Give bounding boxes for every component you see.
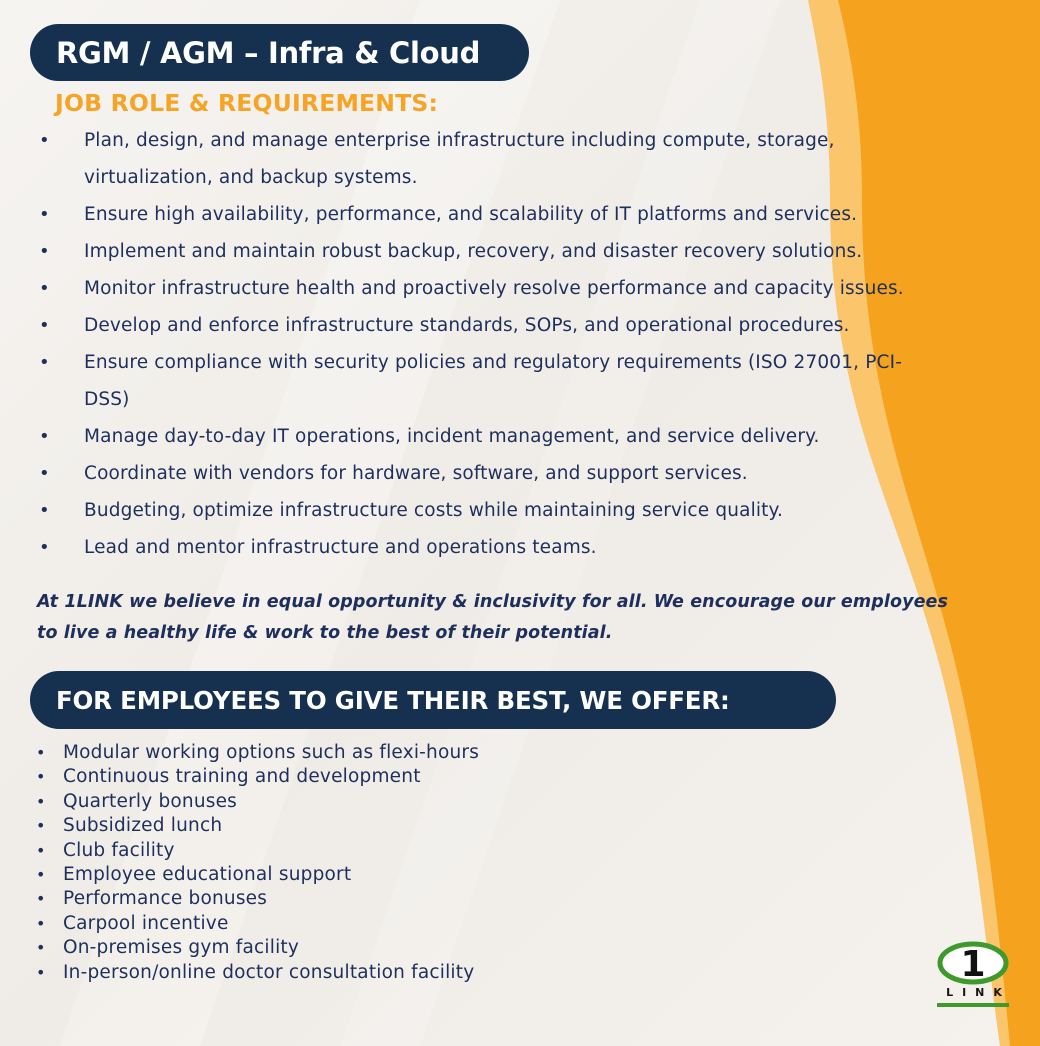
list-item bbox=[0, 344, 984, 418]
list-item bbox=[0, 233, 984, 270]
offers-banner bbox=[30, 671, 836, 729]
list-item bbox=[0, 529, 984, 566]
list-item bbox=[0, 790, 479, 814]
bullet-icon: • bbox=[36, 840, 46, 860]
bullet-icon: • bbox=[39, 130, 50, 151]
requirement-text-continued: virtualization, and backup systems. bbox=[84, 167, 418, 188]
requirement-text: Ensure compliance with security policies and regulatory requirements (ISO 27001, PCI- bbox=[84, 352, 903, 373]
requirement-text: Monitor infrastructure health and proactively resolve performance and capacity issues. bbox=[84, 278, 904, 299]
list-item bbox=[0, 270, 984, 307]
list-item bbox=[0, 455, 984, 492]
offer-text: In-person/online doctor consultation facility bbox=[63, 961, 475, 983]
bullet-icon: • bbox=[36, 767, 46, 787]
list-item bbox=[0, 196, 984, 233]
bullet-icon: • bbox=[39, 315, 50, 336]
bullet-icon: • bbox=[36, 816, 46, 836]
requirement-text: Develop and enforce infrastructure standards, SOPs, and operational procedures. bbox=[84, 315, 850, 336]
list-item bbox=[0, 418, 984, 455]
offer-text: Modular working options such as flexi-hours bbox=[63, 742, 480, 763]
logo-emblem-icon bbox=[937, 941, 1011, 985]
offers-heading: FOR EMPLOYEES TO GIVE THEIR BEST, WE OFFER: bbox=[56, 685, 730, 715]
requirement-text: Ensure high availability, performance, and scalability of IT platforms and services. bbox=[84, 204, 858, 225]
requirement-text-continued: DSS) bbox=[84, 389, 130, 410]
list-item bbox=[0, 307, 984, 344]
logo-wordmark: LINK bbox=[946, 986, 1011, 999]
requirement-text: Coordinate with vendors for hardware, software, and support services. bbox=[84, 463, 748, 484]
job-title: RGM / AGM – Infra & Cloud bbox=[56, 35, 481, 70]
requirement-text: Budgeting, optimize infrastructure costs while maintaining service quality. bbox=[84, 500, 784, 521]
list-item bbox=[0, 839, 479, 863]
list-item bbox=[0, 741, 479, 765]
bullet-icon: • bbox=[39, 426, 50, 447]
offer-text: Club facility bbox=[63, 839, 175, 861]
bullet-icon: • bbox=[39, 537, 50, 558]
1link-logo bbox=[937, 941, 1011, 1009]
bullet-icon: • bbox=[36, 913, 46, 933]
inclusivity-statement bbox=[37, 587, 997, 649]
statement-line: At 1LINK we believe in equal opportunity & inclusivity for all. We encourage our employees bbox=[37, 592, 949, 612]
offer-text: On-premises gym facility bbox=[63, 937, 300, 959]
bullet-icon: • bbox=[39, 278, 50, 299]
bullet-icon: • bbox=[39, 463, 50, 484]
bullet-icon: • bbox=[36, 962, 46, 982]
logo-underline bbox=[937, 1003, 1009, 1007]
list-item bbox=[0, 912, 479, 936]
bullet-icon: • bbox=[36, 938, 46, 958]
job-title-banner bbox=[30, 24, 529, 81]
bullet-icon: • bbox=[39, 241, 50, 262]
requirements-heading: JOB ROLE & REQUIREMENTS: bbox=[55, 89, 439, 117]
requirement-text: Lead and mentor infrastructure and operations teams. bbox=[84, 537, 597, 558]
bullet-icon: • bbox=[36, 889, 46, 909]
requirement-text: Plan, design, and manage enterprise infrastructure including compute, storage, bbox=[84, 130, 835, 151]
bullet-icon: • bbox=[39, 500, 50, 521]
statement-line: to live a healthy life & work to the best of their potential. bbox=[37, 623, 613, 643]
list-item bbox=[0, 936, 479, 960]
requirement-text: Manage day-to-day IT operations, incident management, and service delivery. bbox=[84, 426, 820, 447]
offer-text: Continuous training and development bbox=[63, 766, 421, 788]
offers-list bbox=[0, 741, 479, 985]
offer-text: Quarterly bonuses bbox=[63, 790, 238, 812]
offer-text: Performance bonuses bbox=[63, 888, 268, 910]
requirement-text: Implement and maintain robust backup, recovery, and disaster recovery solutions. bbox=[84, 241, 863, 262]
bullet-icon: • bbox=[36, 743, 46, 762]
bullet-icon: • bbox=[36, 791, 46, 811]
offer-text: Subsidized lunch bbox=[63, 815, 223, 837]
list-item bbox=[0, 887, 479, 911]
list-item bbox=[0, 122, 984, 196]
offer-text: Carpool incentive bbox=[63, 912, 229, 934]
list-item bbox=[0, 765, 479, 789]
list-item bbox=[0, 961, 479, 985]
bullet-icon: • bbox=[36, 865, 46, 885]
offer-text: Employee educational support bbox=[63, 864, 352, 886]
bullet-icon: • bbox=[39, 204, 50, 225]
logo-numeral: 1 bbox=[960, 944, 986, 985]
requirements-list bbox=[0, 122, 984, 566]
bullet-icon: • bbox=[39, 352, 50, 373]
list-item bbox=[0, 863, 479, 887]
list-item bbox=[0, 814, 479, 838]
list-item bbox=[0, 492, 984, 529]
